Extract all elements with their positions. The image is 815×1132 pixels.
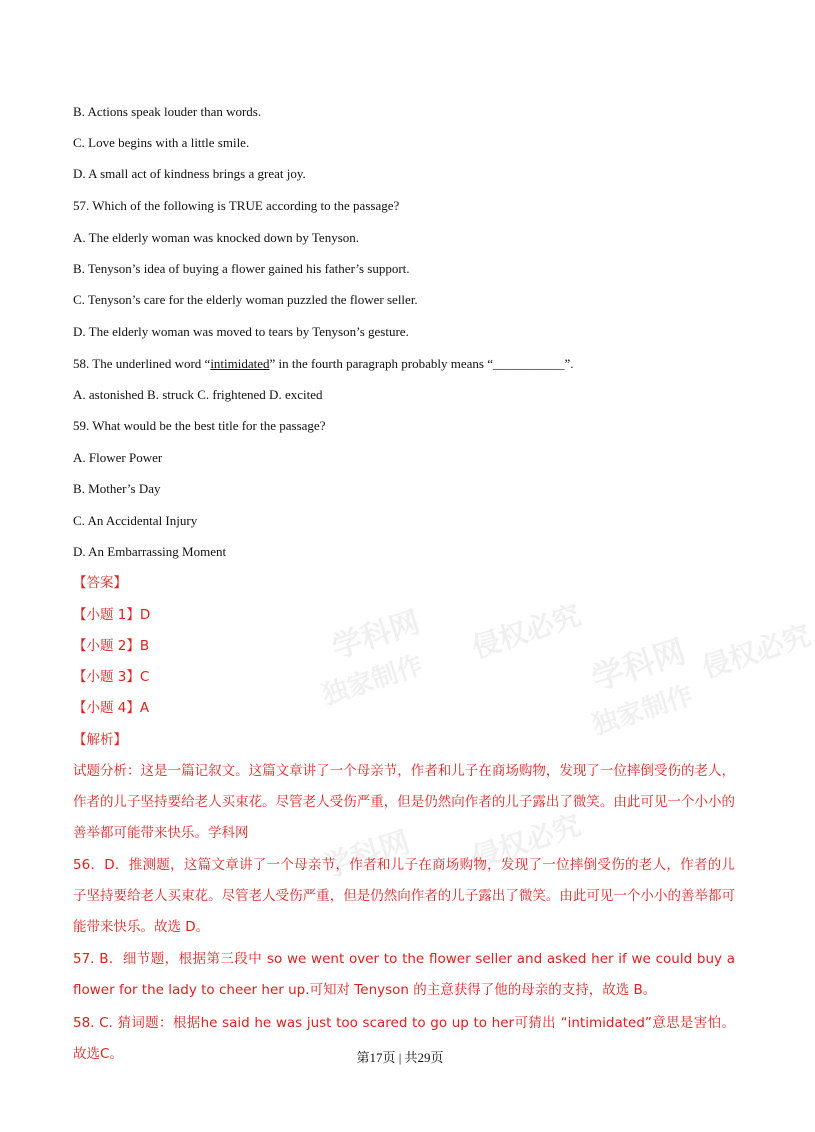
q58-options: A. astonished B. struck C. frightened D. excited xyxy=(73,387,323,402)
q57-stem: 57. Which of the following is TRUE according to the passage? xyxy=(73,198,400,213)
q56-option-b: B. Actions speak louder than words. xyxy=(73,104,262,119)
q59-option-b: B. Mother’s Day xyxy=(73,481,161,496)
watermark: 侵权必究 xyxy=(468,598,585,665)
analysis-summary: 试题分析：这是一篇记叙文。这篇文章讲了一个母亲节，作者和儿子在商场购物，发现了一位摔倒受伤的老人，作者的儿子坚持要给老人买束花。尽管老人受伤严重，但是仍然向作者的儿子露出了微笑。由此可见一个小小的善举都可能带来快乐。学科网 xyxy=(73,763,735,841)
q57-option-a: A. The elderly woman was knocked down by Tenyson. xyxy=(73,230,359,245)
q58-stem xyxy=(73,355,574,373)
q56-option-d: D. A small act of kindness brings a great joy. xyxy=(73,166,306,181)
page-footer: 第17页 | 共29页 xyxy=(356,1050,444,1065)
q58-stem-suffix: ” in the fourth paragraph probably means “___________”. xyxy=(269,356,574,371)
q57-option-b: B. Tenyson’s idea of buying a flower gained his father’s support. xyxy=(73,261,410,276)
watermark: 独家制作 xyxy=(588,680,697,742)
q57-option-c: C. Tenyson’s care for the elderly woman puzzled the flower seller. xyxy=(73,292,418,307)
underlined-word: intimidated xyxy=(210,356,270,371)
q59-option-d: D. An Embarrassing Moment xyxy=(73,544,227,559)
watermark: 独家制作 xyxy=(318,650,427,712)
watermark: 学科网 xyxy=(327,604,425,666)
analysis-q56: 56．D．推测题，这篇文章讲了一个母亲节，作者和儿子在商场购物，发现了一位摔倒受伤的老人，作者的儿子坚持要给老人买束花。尽管老人受伤严重，但是仍然向作者的儿子露出了微笑。由此可见一个小小的善举都可能带来快乐。故选 D。 xyxy=(73,857,735,935)
watermark: 学科网 xyxy=(587,631,691,698)
answer-3: 【小题 3】C xyxy=(73,669,150,685)
watermark: 侵权必究 xyxy=(698,618,815,685)
analysis-q57: 57. B．细节题，根据第三段中 so we went over to the flower seller and asked her if we could buy a flower for the lady to cheer her up.可知对 Tenyson 的主意获得了他的母亲的支持，故选 B。 xyxy=(73,951,735,998)
answer-4: 【小题 4】A xyxy=(73,700,150,716)
q59-option-c: C. An Accidental Injury xyxy=(73,513,198,528)
q57-option-d: D. The elderly woman was moved to tears by Tenyson’s gesture. xyxy=(73,324,409,339)
answer-1: 【小题 1】D xyxy=(73,607,151,623)
answer-2: 【小题 2】B xyxy=(73,638,150,654)
analysis-header: 【解析】 xyxy=(73,732,127,748)
q59-option-a: A. Flower Power xyxy=(73,450,163,465)
analysis-q58: 58. C. 猜词题：根据he said he was just too scared to go up to her可猜出 “intimidated”意思是害怕。故选C。 xyxy=(73,1015,735,1062)
q56-option-c: C. Love begins with a little smile. xyxy=(73,135,250,150)
q58-stem-prefix: 58. The underlined word “ xyxy=(73,356,211,371)
watermark: 侵权必究 xyxy=(468,808,585,875)
q59-stem: 59. What would be the best title for the passage? xyxy=(73,418,326,433)
watermark: 学科网 xyxy=(317,824,415,886)
answer-header: 【答案】 xyxy=(73,575,127,591)
